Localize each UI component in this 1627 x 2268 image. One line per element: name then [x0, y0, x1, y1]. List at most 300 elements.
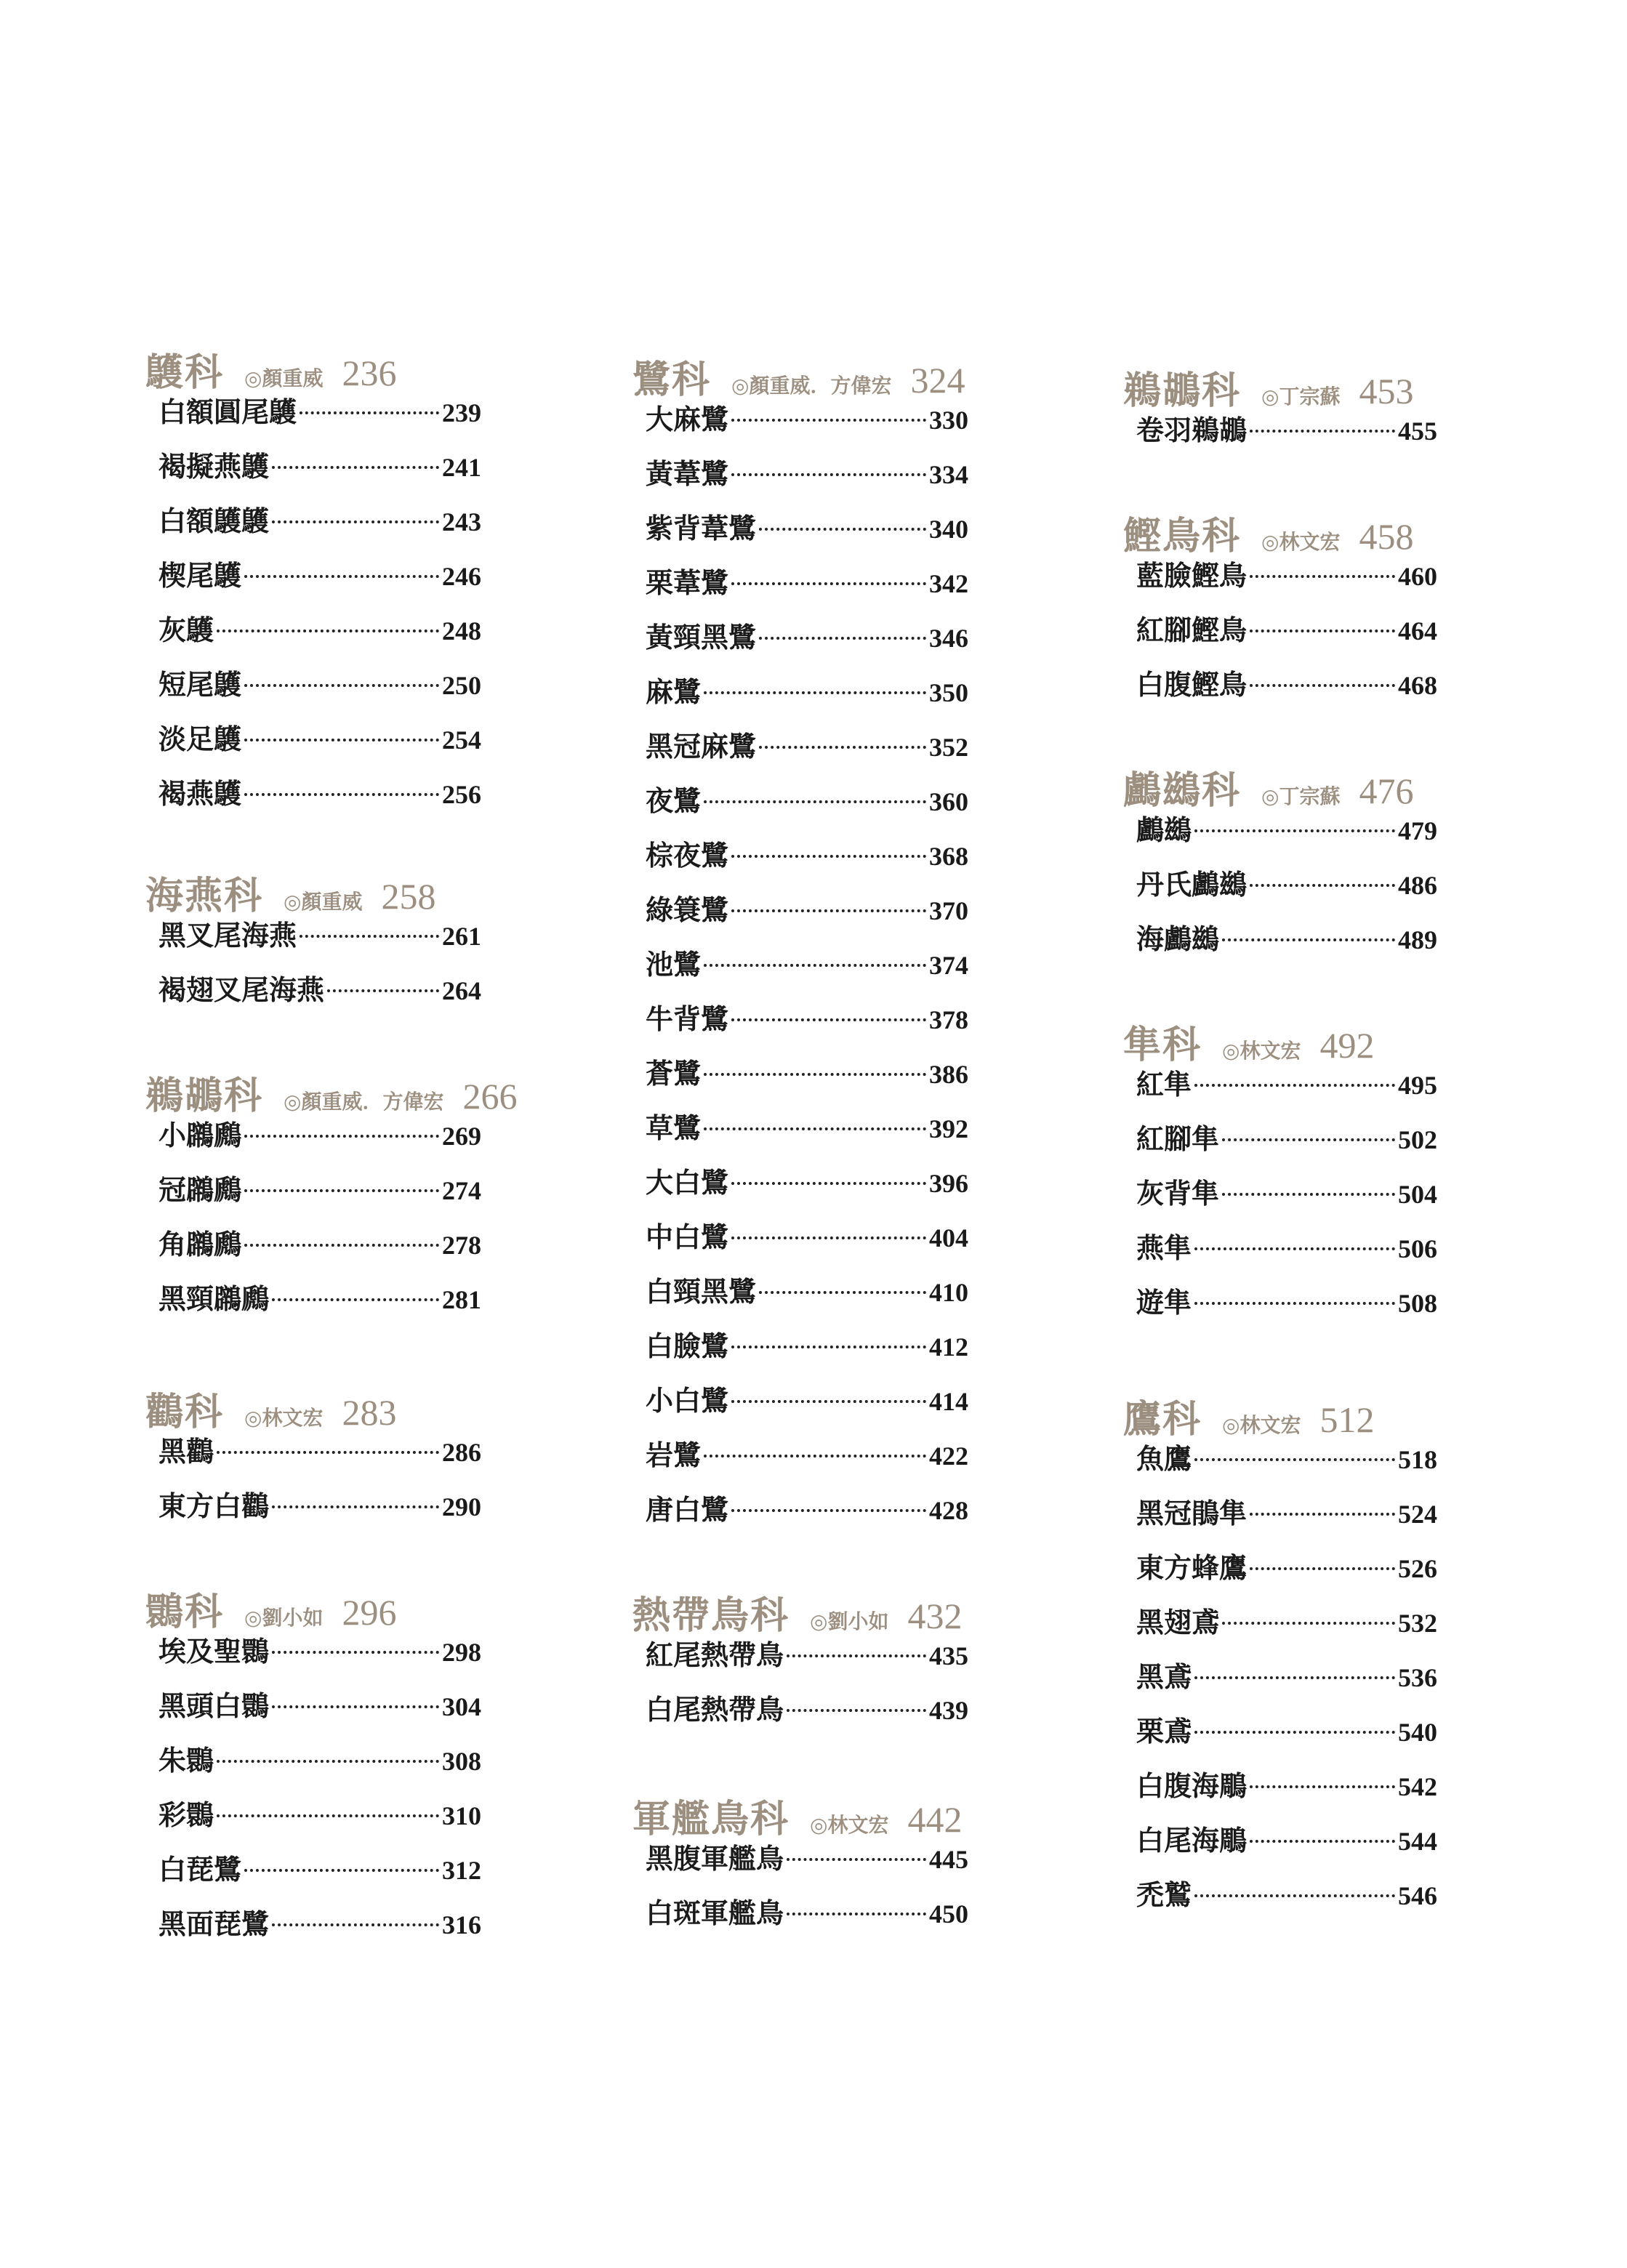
dot-leader [731, 1509, 926, 1512]
family-author: ◎林文宏 [1222, 1413, 1301, 1437]
family-page-number: 324 [910, 360, 965, 401]
species-page-number: 396 [929, 1169, 968, 1198]
species-name: 大麻鷺 [646, 403, 729, 435]
species-entry [1123, 1117, 1530, 1171]
dot-leader [1250, 630, 1395, 632]
species-page-number: 350 [929, 678, 968, 707]
family-page-number: 283 [342, 1392, 397, 1433]
species-entry [632, 833, 1040, 888]
family-page-number: 458 [1359, 516, 1414, 557]
species-name: 埃及聖䴉 [158, 1636, 270, 1668]
family-section [632, 1788, 1040, 1945]
species-name: 麻鷺 [646, 676, 702, 708]
dot-leader [217, 630, 439, 632]
dot-leader [787, 1709, 926, 1712]
family-heading [632, 349, 1040, 402]
dot-leader [272, 1505, 439, 1508]
dot-leader [1222, 1622, 1395, 1625]
family-page-number: 492 [1319, 1025, 1375, 1066]
species-page-number: 370 [929, 896, 968, 925]
species-entry [145, 1847, 553, 1902]
species-name: 紅尾熱帶鳥 [646, 1639, 784, 1671]
species-page-number: 290 [442, 1492, 481, 1521]
species-name: 黑叉尾海燕 [158, 920, 297, 952]
species-page-number: 524 [1398, 1500, 1437, 1529]
species-entry [632, 560, 1040, 615]
family-author: ◎劉小如 [810, 1609, 889, 1633]
dot-leader [244, 793, 439, 796]
species-name: 黑翅鳶 [1136, 1606, 1220, 1638]
family-section [632, 1585, 1040, 1742]
species-page-number: 298 [442, 1638, 481, 1667]
dot-leader [704, 1127, 926, 1130]
species-entry [632, 1633, 1040, 1687]
species-name: 褐燕鸌 [158, 778, 242, 810]
dot-leader [272, 1298, 439, 1301]
dot-leader [731, 1400, 926, 1403]
dot-leader [1222, 1138, 1395, 1141]
species-page-number: 508 [1398, 1289, 1437, 1318]
species-page-number: 281 [442, 1285, 481, 1314]
family-section [1123, 760, 1530, 971]
species-entry [1123, 553, 1530, 608]
species-entry [1123, 1280, 1530, 1335]
family-name: 鸌科 [145, 350, 225, 395]
family-section [1123, 1388, 1530, 1927]
dot-leader [731, 909, 926, 912]
species-name: 黑鳶 [1136, 1661, 1192, 1693]
species-entry [632, 1324, 1040, 1378]
dot-leader [327, 989, 439, 992]
species-entry [1123, 608, 1530, 662]
species-entry [145, 1793, 553, 1847]
dot-leader [272, 466, 439, 469]
species-entry [1123, 862, 1530, 917]
species-page-number: 308 [442, 1747, 481, 1776]
dot-leader [1250, 430, 1395, 433]
species-name: 灰背隼 [1136, 1178, 1220, 1210]
species-page-number: 239 [442, 398, 481, 427]
species-name: 黑腹軍艦鳥 [646, 1843, 784, 1875]
species-page-number: 422 [929, 1441, 968, 1471]
species-entry [632, 506, 1040, 560]
family-heading [1123, 360, 1530, 413]
species-name: 彩䴉 [158, 1799, 214, 1831]
species-entry [1123, 1818, 1530, 1873]
species-page-number: 360 [929, 787, 968, 816]
dot-leader [1250, 884, 1395, 887]
species-entry [632, 1836, 1040, 1891]
species-entry [145, 1684, 553, 1738]
dot-leader [300, 935, 439, 938]
dot-leader [1194, 1894, 1395, 1897]
family-section [145, 1065, 553, 1331]
species-page-number: 352 [929, 733, 968, 762]
species-name: 黑冠麻鷺 [646, 731, 757, 763]
species-entry [632, 1433, 1040, 1487]
species-page-number: 346 [929, 624, 968, 653]
species-entry [1123, 408, 1530, 462]
species-name: 短尾鸌 [158, 669, 242, 701]
species-name: 草鷺 [646, 1112, 702, 1144]
family-page-number: 296 [342, 1592, 397, 1633]
species-entry [145, 553, 553, 608]
species-page-number: 544 [1398, 1827, 1437, 1856]
dot-leader [731, 582, 926, 585]
dot-leader [244, 1135, 439, 1138]
family-heading [1123, 1388, 1530, 1441]
dot-leader [244, 1869, 439, 1872]
family-heading [1123, 760, 1530, 813]
family-name: 鰹鳥科 [1123, 514, 1242, 558]
species-name: 藍臉鰹鳥 [1136, 560, 1248, 592]
family-name: 海燕科 [145, 874, 264, 918]
dot-leader [272, 1705, 439, 1708]
species-entry [1123, 808, 1530, 862]
species-page-number: 286 [442, 1438, 481, 1467]
family-author: ◎顏重威．方偉宏 [284, 1090, 444, 1114]
species-page-number: 410 [929, 1278, 968, 1307]
dot-leader [1194, 1731, 1395, 1734]
species-name: 白頸黑鷺 [646, 1276, 757, 1308]
species-name: 東方白鸛 [158, 1490, 270, 1522]
species-page-number: 278 [442, 1231, 481, 1260]
species-page-number: 248 [442, 616, 481, 646]
family-section [1123, 505, 1530, 717]
family-page-number: 442 [907, 1799, 963, 1840]
dot-leader [272, 1923, 439, 1926]
species-name: 黑頭白䴉 [158, 1690, 270, 1722]
species-name: 白琵鷺 [158, 1854, 242, 1886]
species-entry [632, 1051, 1040, 1106]
species-entry [1123, 1226, 1530, 1280]
species-page-number: 468 [1398, 671, 1437, 700]
species-page-number: 254 [442, 725, 481, 755]
species-page-number: 261 [442, 922, 481, 951]
family-name: 鵜鶘科 [145, 1074, 264, 1118]
species-entry [632, 779, 1040, 833]
species-page-number: 479 [1398, 816, 1437, 845]
species-entry [1123, 1654, 1530, 1709]
species-name: 紅腳鰹鳥 [1136, 614, 1248, 646]
species-name: 鸕鷀 [1136, 814, 1192, 846]
family-author: ◎顏重威 [284, 890, 363, 914]
dot-leader [272, 1651, 439, 1654]
family-heading [632, 1585, 1040, 1638]
species-page-number: 540 [1398, 1718, 1437, 1747]
species-entry [145, 608, 553, 662]
dot-leader [217, 1451, 439, 1454]
species-entry [1123, 1491, 1530, 1545]
species-name: 角鸊鷉 [158, 1228, 242, 1260]
species-name: 夜鷺 [646, 785, 702, 817]
dot-leader [704, 1073, 926, 1076]
family-section [145, 865, 553, 1022]
family-page-number: 453 [1359, 371, 1414, 411]
species-entry [632, 669, 1040, 724]
family-heading [145, 1381, 553, 1434]
species-entry [632, 1160, 1040, 1215]
species-page-number: 542 [1398, 1772, 1437, 1801]
dot-leader [759, 746, 926, 749]
dot-leader [272, 520, 439, 523]
species-entry [145, 662, 553, 717]
species-page-number: 342 [929, 569, 968, 598]
family-heading [1123, 505, 1530, 558]
species-name: 栗鳶 [1136, 1716, 1192, 1748]
species-name: 朱䴉 [158, 1745, 214, 1777]
species-page-number: 304 [442, 1692, 481, 1721]
family-section [145, 1381, 553, 1538]
species-name: 小白鷺 [646, 1385, 729, 1417]
dot-leader [1250, 575, 1395, 578]
dot-leader [1194, 1676, 1395, 1679]
family-page-number: 236 [342, 353, 397, 393]
species-entry [632, 1487, 1040, 1542]
species-name: 紫背葦鷺 [646, 512, 757, 544]
family-heading [632, 1788, 1040, 1841]
species-name: 池鷺 [646, 949, 702, 981]
dot-leader [1222, 1193, 1395, 1196]
species-page-number: 312 [442, 1856, 481, 1885]
species-name: 小鸊鷉 [158, 1119, 242, 1151]
dot-leader [704, 800, 926, 803]
species-entry [632, 724, 1040, 779]
species-entry [632, 397, 1040, 451]
species-name: 褐擬燕鸌 [158, 451, 270, 483]
species-name: 蒼鷺 [646, 1058, 702, 1090]
family-name: 鷹科 [1123, 1397, 1202, 1441]
species-entry [1123, 1436, 1530, 1491]
family-section [145, 342, 553, 826]
species-page-number: 428 [929, 1496, 968, 1525]
dot-leader [1194, 1458, 1395, 1461]
family-section [632, 349, 1040, 1542]
species-entry [1123, 1709, 1530, 1764]
species-entry [1123, 1600, 1530, 1654]
family-heading [145, 1065, 553, 1118]
species-entry [145, 499, 553, 553]
species-page-number: 460 [1398, 562, 1437, 591]
species-entry [1123, 1171, 1530, 1226]
species-name: 淡足鸌 [158, 723, 242, 755]
species-entry [632, 451, 1040, 506]
species-name: 灰鸌 [158, 614, 214, 646]
species-entry [632, 1106, 1040, 1160]
species-page-number: 269 [442, 1122, 481, 1151]
dot-leader [731, 855, 926, 858]
species-entry [145, 968, 553, 1022]
species-name: 魚鷹 [1136, 1443, 1192, 1475]
dot-leader [1250, 1513, 1395, 1516]
species-page-number: 504 [1398, 1180, 1437, 1209]
dot-leader [787, 1654, 926, 1657]
dot-leader [217, 1760, 439, 1763]
species-name: 綠簑鷺 [646, 894, 729, 926]
species-page-number: 414 [929, 1387, 968, 1416]
species-entry [145, 1276, 553, 1331]
family-name: 熱帶鳥科 [632, 1593, 790, 1638]
species-entry [145, 913, 553, 968]
dot-leader [300, 411, 439, 414]
dot-leader [1194, 829, 1395, 832]
family-name: 鵜鶘科 [1123, 369, 1242, 413]
species-entry [145, 1629, 553, 1684]
dot-leader [1250, 1840, 1395, 1843]
species-name: 卷羽鵜鶘 [1136, 414, 1248, 446]
species-name: 白尾熱帶鳥 [646, 1694, 784, 1726]
species-entry [145, 1738, 553, 1793]
dot-leader [1222, 938, 1395, 941]
species-entry [145, 1222, 553, 1276]
species-page-number: 386 [929, 1060, 968, 1089]
dot-leader [787, 1858, 926, 1861]
species-entry [145, 1113, 553, 1167]
family-author: ◎林文宏 [1261, 530, 1341, 554]
dot-leader [731, 1346, 926, 1348]
family-section [1123, 360, 1530, 462]
dot-leader [244, 739, 439, 741]
species-entry [145, 1902, 553, 1956]
dot-leader [731, 1018, 926, 1021]
family-heading [145, 1581, 553, 1634]
species-page-number: 546 [1398, 1881, 1437, 1910]
species-page-number: 256 [442, 780, 481, 809]
dot-leader [244, 684, 439, 687]
family-page-number: 476 [1359, 771, 1414, 811]
species-page-number: 495 [1398, 1071, 1437, 1100]
species-name: 黑面琵鷺 [158, 1908, 270, 1940]
species-name: 遊隼 [1136, 1287, 1192, 1319]
family-page-number: 432 [907, 1596, 963, 1636]
family-name: 鸕鷀科 [1123, 768, 1242, 813]
family-author: ◎顏重威 [244, 366, 324, 390]
species-name: 楔尾鸌 [158, 560, 242, 592]
species-entry [145, 444, 553, 499]
species-name: 白額圓尾鸌 [158, 396, 297, 428]
dot-leader [1194, 1084, 1395, 1087]
dot-leader [244, 1244, 439, 1247]
species-entry [1123, 1062, 1530, 1117]
dot-leader [704, 964, 926, 967]
family-heading [145, 342, 553, 395]
species-page-number: 340 [929, 515, 968, 544]
species-page-number: 445 [929, 1845, 968, 1874]
species-name: 大白鷺 [646, 1167, 729, 1199]
species-name: 栗葦鷺 [646, 567, 729, 599]
species-entry [632, 997, 1040, 1051]
family-page-number: 512 [1319, 1399, 1375, 1440]
species-page-number: 246 [442, 562, 481, 591]
species-page-number: 316 [442, 1910, 481, 1939]
dot-leader [759, 1291, 926, 1294]
family-page-number: 266 [462, 1076, 518, 1117]
family-name: 鷺科 [632, 358, 712, 402]
species-page-number: 368 [929, 842, 968, 871]
family-author: ◎丁宗蘇 [1261, 784, 1341, 808]
species-page-number: 274 [442, 1176, 481, 1205]
species-page-number: 412 [929, 1332, 968, 1362]
species-page-number: 506 [1398, 1234, 1437, 1263]
species-name: 黃頸黑鷺 [646, 622, 757, 654]
species-entry [1123, 917, 1530, 971]
species-name: 白臉鷺 [646, 1330, 729, 1362]
species-page-number: 518 [1398, 1445, 1437, 1474]
species-page-number: 536 [1398, 1663, 1437, 1692]
species-entry [1123, 662, 1530, 717]
species-name: 紅隼 [1136, 1069, 1192, 1101]
dot-leader [1250, 684, 1395, 687]
species-entry [632, 888, 1040, 942]
species-entry [632, 615, 1040, 669]
dot-leader [759, 637, 926, 640]
dot-leader [731, 419, 926, 422]
species-name: 白腹鰹鳥 [1136, 669, 1248, 701]
species-entry [145, 771, 553, 826]
species-name: 褐翅叉尾海燕 [158, 974, 325, 1006]
dot-leader [1250, 1785, 1395, 1788]
species-page-number: 526 [1398, 1554, 1437, 1583]
species-name: 黑頸鸊鷉 [158, 1283, 270, 1315]
dot-leader [217, 1814, 439, 1817]
family-author: ◎林文宏 [1222, 1039, 1301, 1063]
species-name: 白斑軍艦鳥 [646, 1897, 784, 1929]
family-name: 鸛科 [145, 1390, 225, 1434]
species-entry [145, 1167, 553, 1222]
dot-leader [244, 575, 439, 578]
species-page-number: 455 [1398, 417, 1437, 446]
family-author: ◎林文宏 [810, 1813, 889, 1837]
species-entry [632, 942, 1040, 997]
species-page-number: 439 [929, 1696, 968, 1725]
species-page-number: 532 [1398, 1609, 1437, 1638]
family-section [1123, 1014, 1530, 1335]
species-page-number: 486 [1398, 871, 1437, 900]
family-author: ◎丁宗蘇 [1261, 385, 1341, 409]
family-name: 隼科 [1123, 1023, 1202, 1067]
family-name: 軍艦鳥科 [632, 1797, 790, 1841]
family-author: ◎顏重威．方偉宏 [731, 374, 892, 398]
family-section [145, 1581, 553, 1956]
species-entry [1123, 1873, 1530, 1927]
species-page-number: 404 [929, 1223, 968, 1252]
species-entry [632, 1891, 1040, 1945]
species-page-number: 392 [929, 1114, 968, 1143]
dot-leader [704, 1455, 926, 1457]
dot-leader [1194, 1302, 1395, 1305]
dot-leader [731, 1182, 926, 1185]
species-entry [145, 1429, 553, 1484]
species-page-number: 241 [442, 453, 481, 482]
species-entry [145, 717, 553, 771]
species-page-number: 489 [1398, 925, 1437, 954]
species-page-number: 435 [929, 1641, 968, 1670]
family-heading [145, 865, 553, 918]
species-name: 黑鸛 [158, 1436, 214, 1468]
dot-leader [704, 691, 926, 694]
species-entry [632, 1269, 1040, 1324]
species-entry [632, 1687, 1040, 1742]
dot-leader [1194, 1247, 1395, 1250]
family-heading [1123, 1014, 1530, 1067]
species-entry [632, 1215, 1040, 1269]
species-name: 燕隼 [1136, 1232, 1192, 1264]
species-page-number: 502 [1398, 1125, 1437, 1154]
species-name: 東方蜂鷹 [1136, 1552, 1248, 1584]
species-name: 丹氏鸕鷀 [1136, 869, 1248, 901]
species-name: 禿鷲 [1136, 1879, 1192, 1911]
species-name: 黑冠鵑隼 [1136, 1497, 1248, 1529]
